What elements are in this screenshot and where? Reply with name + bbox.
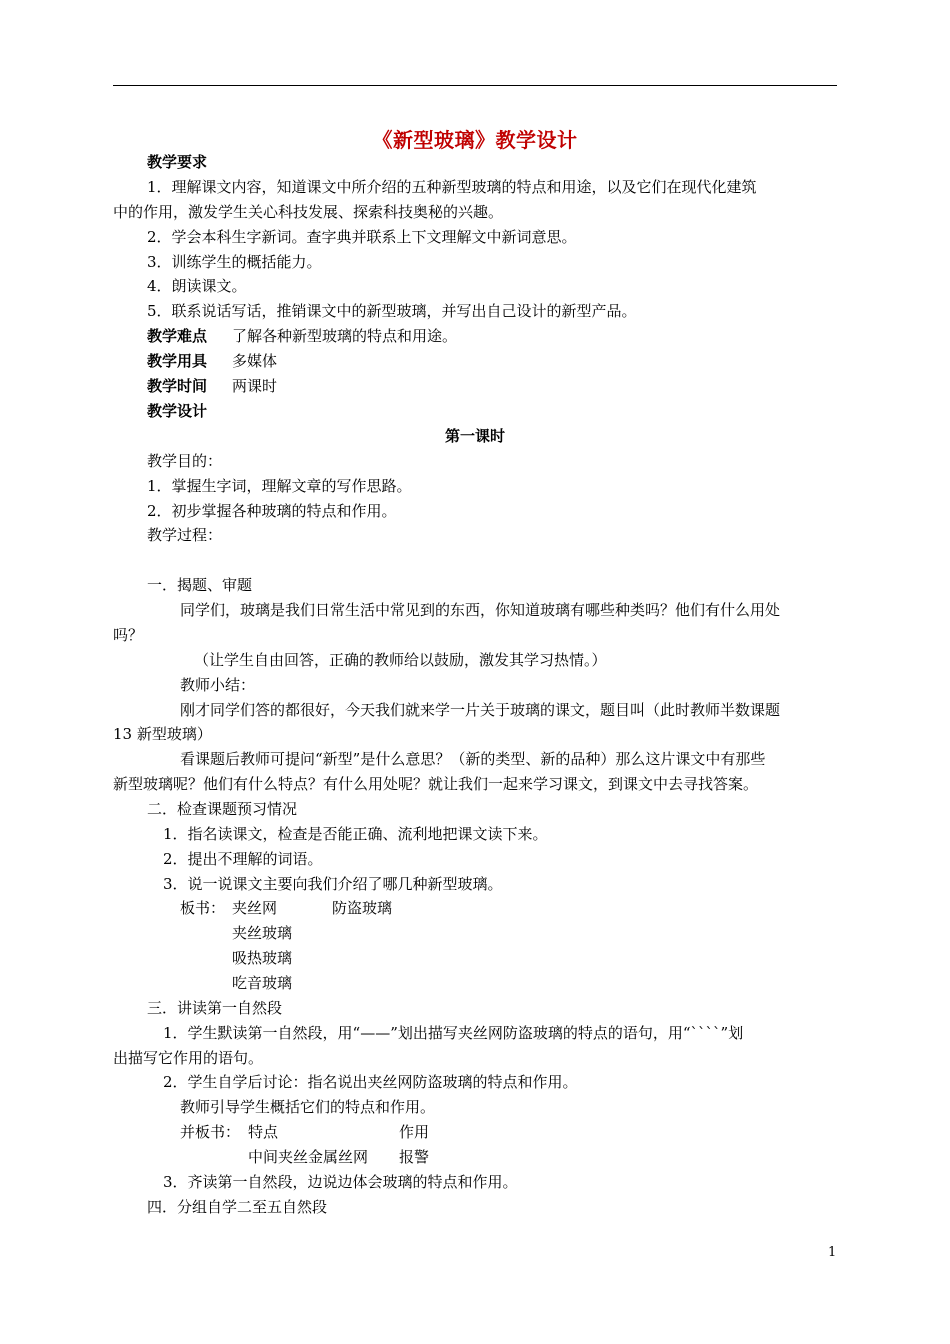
section-3-guide: 教师引导学生概括它们的特点和作用。 [180, 1098, 436, 1116]
process-label: 教学过程： [147, 526, 223, 544]
board-item: 吸热玻璃 [232, 949, 293, 967]
board-item: 夹丝网 [232, 899, 278, 917]
section-2-item-3: 3．说一说课文主要向我们介绍了哪几种新型玻璃。 [163, 875, 503, 893]
section-1-para-5: 看课题后教师可提问“新型”是什么意思？（新的类型、新的品种）那么这片课文中有那些 [180, 750, 766, 768]
section-1-heading: 一．揭题、审题 [147, 576, 253, 594]
section-3-item-2: 2．学生自学后讨论：指名说出夹丝网防盗玻璃的特点和作用。 [163, 1073, 578, 1091]
time-label: 教学时间 [147, 377, 208, 395]
time-value: 两课时 [232, 377, 278, 395]
difficulty-label: 教学难点 [147, 327, 208, 345]
goal-item-1: 1．掌握生字词，理解文章的写作思路。 [147, 477, 412, 495]
use-value: 报警 [399, 1148, 430, 1166]
board-label: 板书： [180, 899, 226, 917]
document-title: 《新型玻璃》教学设计 [372, 128, 578, 152]
lesson-heading: 第一课时 [444, 427, 505, 445]
section-3-board-label: 并板书： [180, 1123, 241, 1141]
design-label: 教学设计 [147, 402, 208, 420]
board-item: 防盗玻璃 [332, 899, 393, 917]
section-1-para-1-cont: 吗？ [113, 626, 144, 644]
board-item: 吃音玻璃 [232, 974, 293, 992]
difficulty-value: 了解各种新型玻璃的特点和用途。 [232, 327, 458, 345]
requirement-item-4: 4．朗读课文。 [147, 277, 247, 295]
section-3-item-1-cont: 出描写它作用的语句。 [113, 1049, 264, 1067]
section-1-para-5-cont: 新型玻璃呢？他们有什么特点？有什么用处呢？就让我们一起来学习课文，到课文中去寻找答案。 [113, 775, 759, 793]
section-1-para-4-cont: 13 新型玻璃） [113, 725, 212, 743]
use-column-header: 作用 [399, 1123, 430, 1141]
section-3-item-3: 3．齐读第一自然段，边说边体会玻璃的特点和作用。 [163, 1173, 518, 1191]
section-1-para-1: 同学们，玻璃是我们日常生活中常见到的东西，你知道玻璃有哪些种类吗？他们有什么用处 [180, 601, 781, 619]
requirement-item-1: 1．理解课文内容，知道课文中所介绍的五种新型玻璃的特点和用途，以及它们在现代化建筑 [147, 178, 757, 196]
requirements-heading: 教学要求 [147, 153, 208, 171]
section-3-item-1: 1．学生默读第一自然段，用“——”划出描写夹丝网防盗玻璃的特点的语句，用“ˋˋˋˋ”划 [163, 1024, 744, 1042]
tools-value: 多媒体 [232, 352, 278, 370]
section-2-item-1: 1．指名读课文，检查是否能正确、流利地把课文读下来。 [163, 825, 548, 843]
section-2-item-2: 2．提出不理解的词语。 [163, 850, 323, 868]
board-item: 夹丝玻璃 [232, 924, 293, 942]
goal-label: 教学目的： [147, 452, 223, 470]
feature-value: 中间夹丝金属丝网 [248, 1148, 369, 1166]
section-2-heading: 二．检查课题预习情况 [147, 800, 298, 818]
section-1-para-2: （让学生自由回答，正确的教师给以鼓励，激发其学习热情。） [194, 651, 607, 669]
section-1-para-3: 教师小结： [180, 676, 256, 694]
page-number: 1 [828, 1245, 837, 1260]
requirement-item-1-cont: 中的作用，激发学生关心科技发展、探索科技奥秘的兴趣。 [113, 203, 504, 221]
requirement-item-2: 2．学会本科生字新词。查字典并联系上下文理解文中新词意思。 [147, 228, 577, 246]
section-4-heading: 四．分组自学二至五自然段 [147, 1198, 328, 1216]
section-3-heading: 三．讲读第一自然段 [147, 999, 283, 1017]
feature-column-header: 特点 [248, 1123, 279, 1141]
section-1-para-4: 刚才同学们答的都很好，今天我们就来学一片关于玻璃的课文，题目叫（此时教师半数课题 [180, 701, 781, 719]
goal-item-2: 2．初步掌握各种玻璃的特点和作用。 [147, 502, 397, 520]
requirement-item-3: 3．训练学生的概括能力。 [147, 253, 322, 271]
requirement-item-5: 5．联系说话写话，推销课文中的新型玻璃，并写出自己设计的新型产品。 [147, 302, 637, 320]
header-rule [113, 85, 837, 86]
tools-label: 教学用具 [147, 352, 208, 370]
